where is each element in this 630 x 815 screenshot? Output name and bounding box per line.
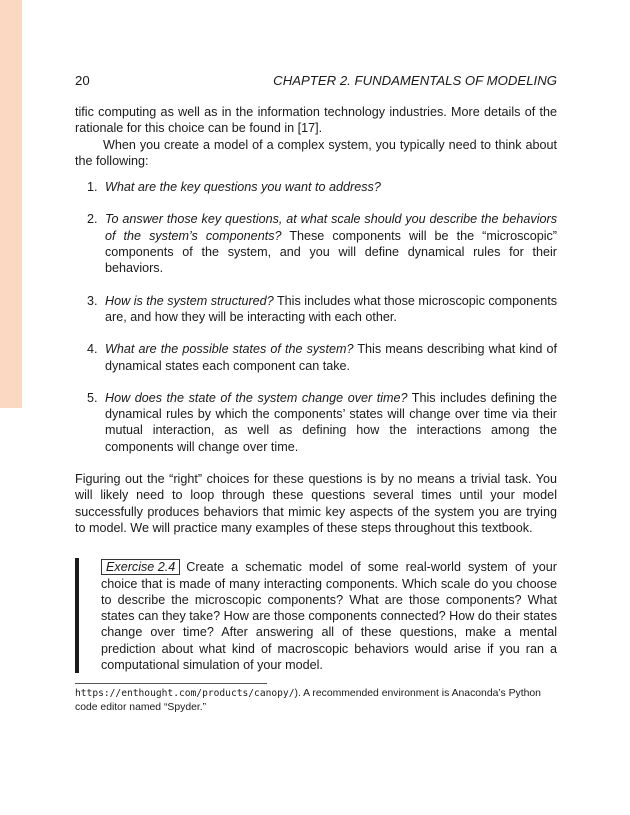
footnote-text: ). A recommended environment is Anaconda’s Python code editor named “Spyder.”	[75, 688, 541, 713]
question-text: How is the system structured?	[105, 293, 274, 308]
question-explanation: This means describing what kind of dynamical states each component can take.	[105, 342, 557, 373]
question-item-2	[75, 211, 557, 276]
question-text: What are the key questions you want to address?	[105, 180, 381, 195]
questions-list	[75, 179, 557, 455]
question-text: To answer those key questions, at what scale should you describe the behaviors of the system’s components?	[105, 212, 557, 243]
item-number: 1.	[87, 180, 98, 195]
question-text: What are the possible states of the system?	[105, 342, 354, 357]
exercise-sidebar-rule	[75, 558, 79, 673]
page-body	[75, 104, 557, 673]
question-item-1	[75, 179, 557, 195]
question-explanation: This includes defining the dynamical rules by which the components’ states will change over time via their mutual interaction, as well as defining how the interactions among the components will change over time.	[105, 390, 557, 454]
question-item-5	[75, 390, 557, 455]
exercise-text: Create a schematic model of some real-world system of your choice that is made of many interacting components. Which scale do you choose to describe the microscopic components? What are those components? What states can they take? How are those components connected? How do their states change over time? After answering all of these questions, make a mental prediction about what kind of macroscopic behaviors would arise if you ran a computational simulation of your model.	[101, 560, 557, 673]
paragraph-continued: tific computing as well as in the information technology industries. More details of the rationale for this choice can be found in [17].	[75, 105, 557, 136]
question-item-3	[75, 293, 557, 326]
paragraph-closing: Figuring out the “right” choices for these questions is by no means a trivial task. You will likely need to loop through these questions several times until your model successfully produces behaviors that mimic key aspects of the system you are trying to model. We will practice many examples of these steps throughout this textbook.	[75, 472, 557, 535]
paragraph-intro: When you create a model of a complex system, you typically need to think about the following:	[75, 137, 557, 168]
question-explanation: These components will be the “microscopic” components of the system, and you will define dynamical rules for their behaviors.	[105, 228, 557, 276]
question-explanation: This includes what those microscopic components are, and how they will be interacting with each other.	[105, 293, 557, 324]
question-text: How does the state of the system change over time?	[105, 390, 408, 405]
page-margin-strip	[0, 0, 22, 408]
item-number: 2.	[87, 212, 98, 227]
footnote-url[interactable]: https://enthought.com/products/canopy/	[75, 688, 295, 699]
footnote	[75, 683, 565, 714]
exercise-box	[75, 558, 557, 673]
item-number: 3.	[87, 293, 98, 308]
footnote-rule	[75, 683, 267, 684]
chapter-title: CHAPTER 2. FUNDAMENTALS OF MODELING	[273, 73, 557, 88]
page-number: 20	[75, 73, 90, 88]
question-item-4	[75, 341, 557, 374]
running-header	[75, 73, 557, 88]
item-number: 4.	[87, 342, 98, 357]
item-number: 5.	[87, 390, 98, 405]
exercise-label: Exercise 2.4	[101, 559, 180, 575]
